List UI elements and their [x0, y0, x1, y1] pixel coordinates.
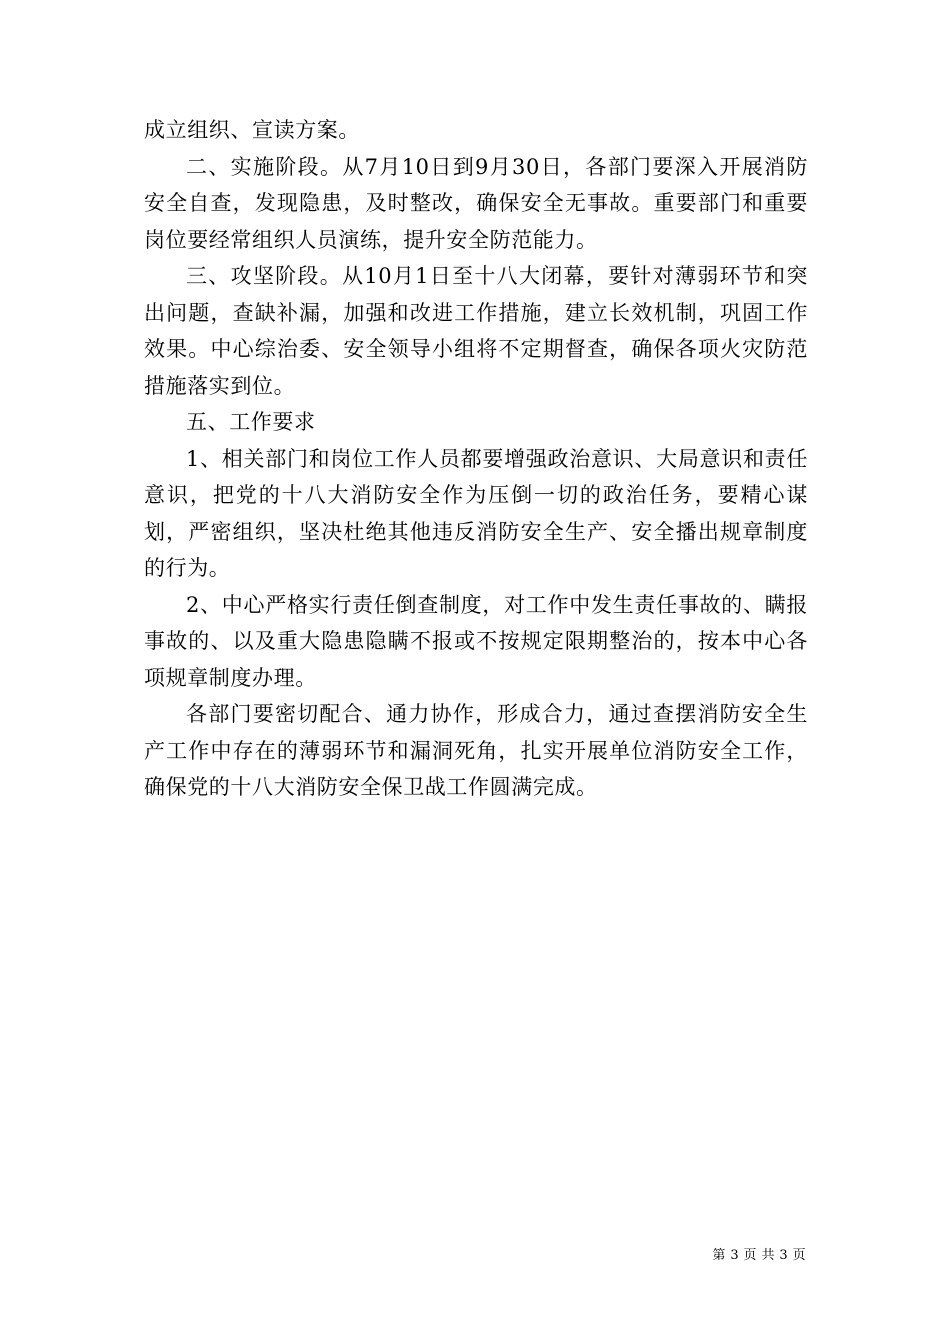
document-body — [144, 112, 808, 806]
paragraph-conclusion: 各部门要密切配合、通力协作，形成合力，通过查摆消防安全生产工作中存在的薄弱环节和漏洞死角，扎实开展单位消防安全工作，确保党的十八大消防安全保卫战工作圆满完成。 — [144, 702, 808, 799]
page-number-footer: 第 3 页 共 3 页 — [712, 1248, 806, 1263]
paragraph-requirement-2: 2、中心严格实行责任倒查制度，对工作中发生责任事故的、瞒报事故的、以及重大隐患隐瞒不报或不按规定限期整治的，按本中心各项规章制度办理。 — [144, 592, 808, 690]
paragraph-requirement-1: 1、相关部门和岗位工作人员都要增强政治意识、大局意识和责任意识，把党的十八大消防安全作为压倒一切的政治任务，要精心谋划，严密组织，坚决杜绝其他违反消防安全生产、安全播出规章制度的行为。 — [144, 446, 808, 580]
paragraph-implementation-phase: 二、实施阶段。从7月10日到9月30日，各部门要深入开展消防安全自查，发现隐患，及时整改，确保安全无事故。重要部门和重要岗位要经常组织人员演练，提升安全防范能力。 — [144, 154, 808, 252]
section-heading-work-requirements: 五、工作要求 — [186, 410, 316, 434]
paragraph-continuation: 成立组织、宣读方案。 — [144, 118, 360, 142]
paragraph-tackling-phase: 三、攻坚阶段。从10月1日至十八大闭幕，要针对薄弱环节和突出问题，查缺补漏，加强和改进工作措施，建立长效机制，巩固工作效果。中心综治委、安全领导小组将不定期督查，确保各项火灾防范措施落实到位。 — [144, 264, 808, 398]
